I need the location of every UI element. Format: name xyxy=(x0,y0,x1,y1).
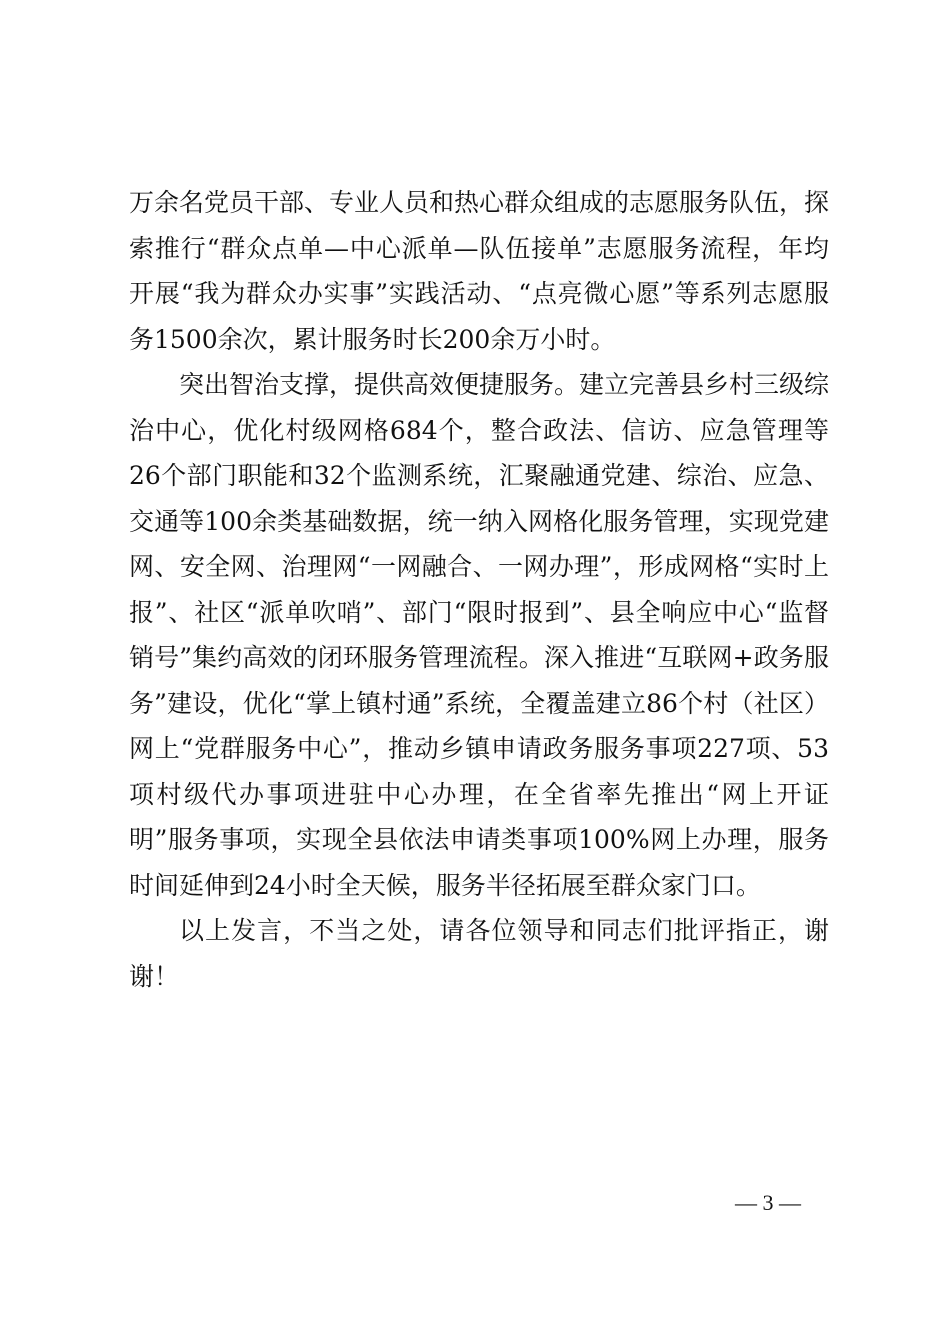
paragraph-closing-remarks: 以上发言，不当之处，请各位领导和同志们批评指正，谢谢！ xyxy=(129,916,829,991)
paragraph-volunteer-service: 万余名党员干部、专业人员和热心群众组成的志愿服务队伍，探索推行“群众点单—中心派单—队伍接单”志愿服务流程，年均开展“我为群众办实事”实践活动、“点亮微心愿”等系列志愿服务1500余次，累计服务时长200余万小时。 xyxy=(129,188,830,354)
page-number: — 3 — xyxy=(735,1190,801,1215)
paragraph-smart-governance: 突出智治支撑，提供高效便捷服务。建立完善县乡村三级综治中心，优化村级网格684个，整合政法、信访、应急管理等26个部门职能和32个监测系统，汇聚融通党建、综治、应急、交通等100余类基础数据，统一纳入网格化服务管理，实现党建网、安全网、治理网“一网融合、一网办理”，形成网格“实时上报”、社区“派单吹哨”、部门“限时报到”、县全响应中心“监督销号”集约高效的闭环服务管理流程。深入推进“互联网+政务服务”建设，优化“掌上镇村通”系统，全覆盖建立86个村（社区）网上“党群服务中心”，推动乡镇申请政务服务事项227项、53项村级代办事项进驻中心办理，在全省率先推出“网上开证明”服务事项，实现全县依法申请类事项100%网上办理，服务时间延伸到24小时全天候，服务半径拓展至群众家门口。 xyxy=(129,370,830,900)
document-body xyxy=(129,180,829,999)
